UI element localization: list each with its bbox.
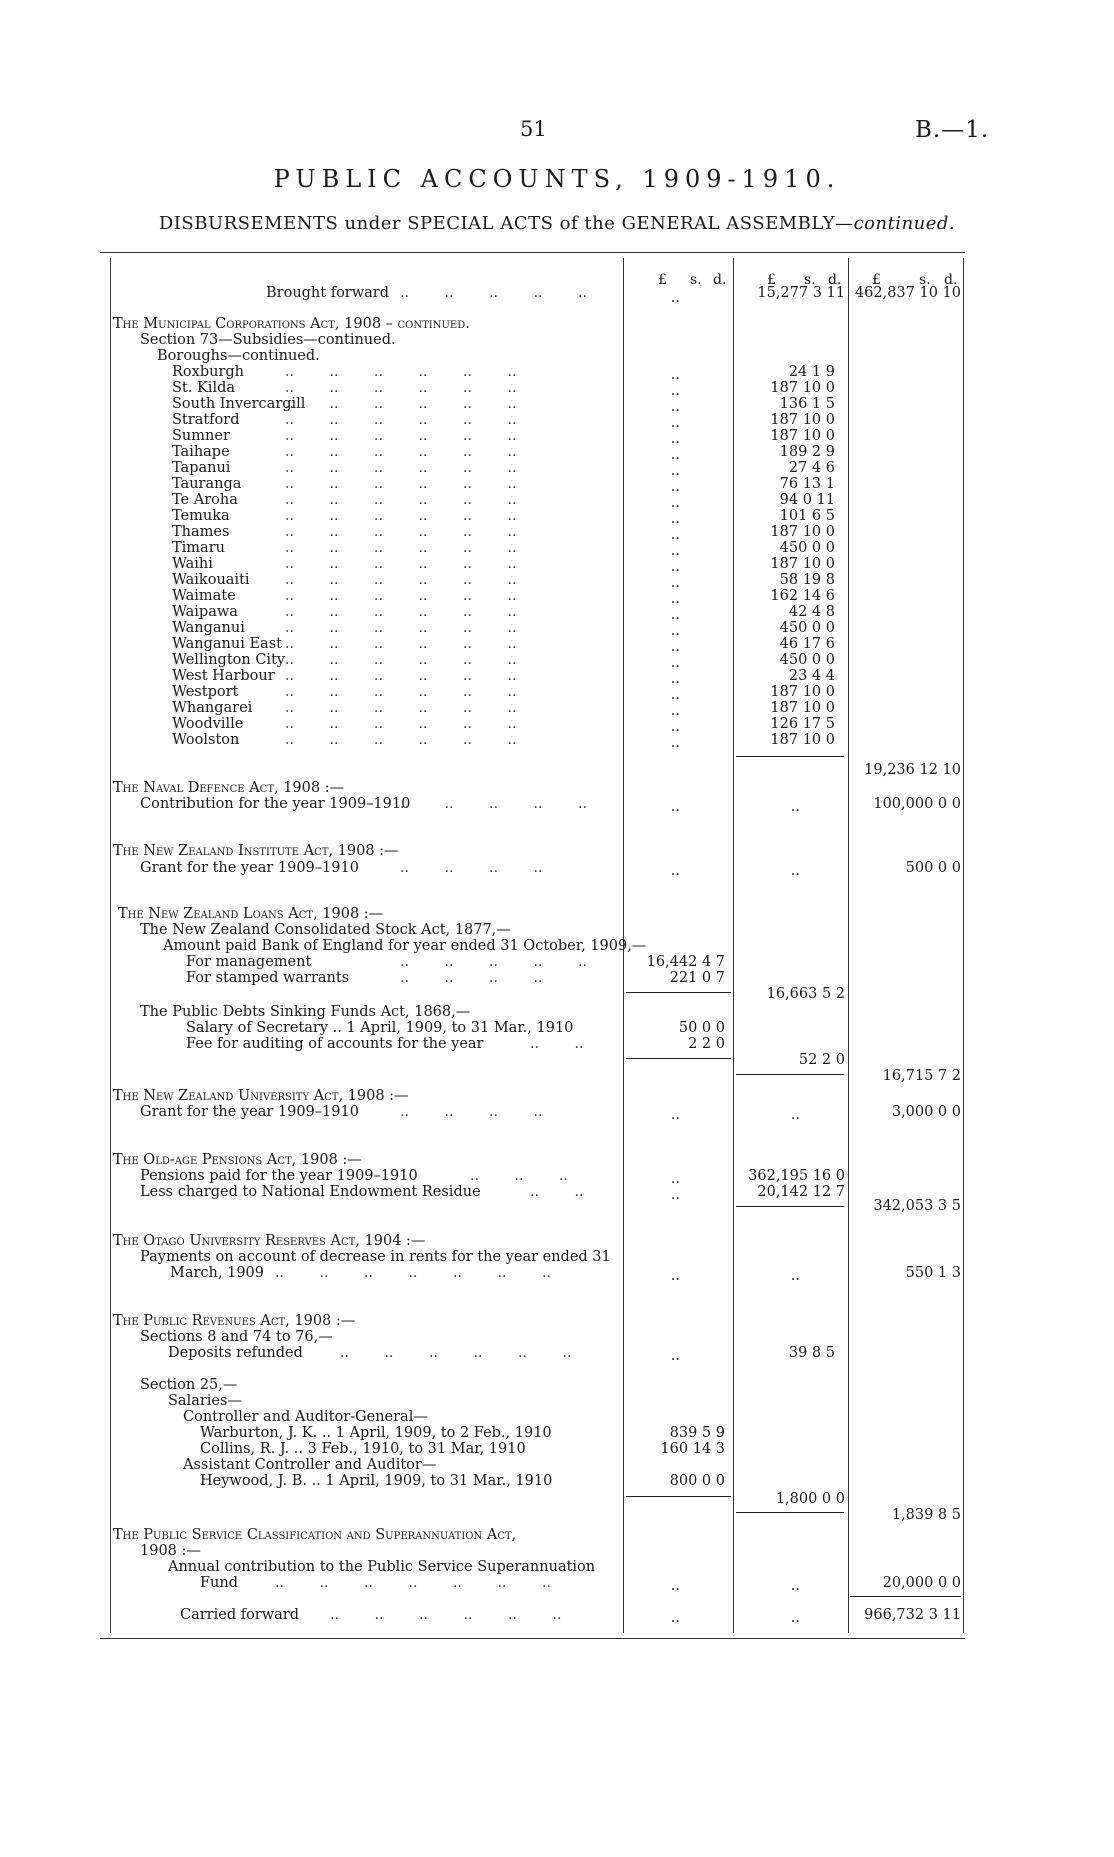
leader-dots: .. .. .. .. .. .. [285,540,517,556]
university-total: 3,000 0 0 [891,1104,961,1120]
borough-name: Woolston [172,732,240,748]
pensions-less: Less charged to National Endowment Residue [140,1184,481,1200]
leader-dots: .. .. .. .. .. .. [285,444,517,460]
c1-dots: .. [670,1171,680,1187]
borough-amount: 187 10 0 [770,684,835,700]
naval-act-heading: The Naval Defence Act, 1908 :— [113,780,345,796]
c1-dots: .. [670,399,680,415]
borough-amount: 450 0 0 [779,540,835,556]
page-subtitle: DISBURSEMENTS under SPECIAL ACTS of the GENERAL ASSEMBLY—continued. [158,213,956,234]
borough-amount: 42 4 8 [788,604,835,620]
loans-total: 16,715 7 2 [882,1068,961,1084]
borough-amount: 58 19 8 [779,572,835,588]
leader-dots: .. .. .. .. .. .. [285,396,517,412]
pensions-act-heading: The Old-age Pensions Act, 1908 :— [113,1152,362,1168]
borough-name: Waikouaiti [172,572,250,588]
revenues-controller: Controller and Auditor-General— [183,1409,428,1425]
borough-amount: 187 10 0 [770,524,835,540]
revenues-warburton-amount: 839 5 9 [669,1425,725,1441]
c1-dots: .. [670,799,680,815]
col2-shilling-header: s. [804,272,816,288]
revenues-heywood-amount: 800 0 0 [669,1473,725,1489]
revenues-assistant: Assistant Controller and Auditor— [183,1457,437,1473]
loans-secretary-amount: 50 0 0 [678,1020,725,1036]
c1-dots: .. [670,463,680,479]
borough-name: Waimate [172,588,236,604]
institute-line: Grant for the year 1909–1910 [140,860,359,876]
c1-dots: .. [670,735,680,751]
c1-dots: .. [670,543,680,559]
municipal-total: 19,236 12 10 [864,762,961,778]
revenues-heywood: Heywood, J. B. .. 1 April, 1909, to 31 Mar., 1910 [200,1473,553,1489]
c2-dots: .. [790,1107,800,1123]
col2-penny-header: d. [828,272,842,288]
c1-dots: .. [670,1268,680,1284]
carried-forward-total: 966,732 3 11 [864,1607,961,1623]
c1-dots: .. [670,623,680,639]
leader-dots: .. .. .. .. .. [400,796,587,812]
c1-dots: .. [670,511,680,527]
leader-dots: .. .. .. .. .. .. [285,716,517,732]
borough-amount: 189 2 9 [779,444,835,460]
borough-amount: 187 10 0 [770,732,835,748]
document-reference: B.—1. [915,117,990,143]
borough-name: Whangarei [172,700,253,716]
c1-dots: .. [670,1107,680,1123]
borough-name: Westport [172,684,239,700]
borough-amount: 24 1 9 [788,364,835,380]
leader-dots: .. .. .. .. .. .. [285,620,517,636]
col1-shilling-header: s. [690,272,702,288]
leader-dots: .. .. .. .. .. .. [285,652,517,668]
service-total: 20,000 0 0 [882,1575,961,1591]
c1-dots: .. [670,447,680,463]
leader-dots: .. .. .. [470,1168,568,1184]
leader-dots: .. .. .. .. .. .. [330,1607,562,1623]
borough-name: Wanganui [172,620,245,636]
naval-line: Contribution for the year 1909–1910 [140,796,411,812]
table-top-rule [100,252,965,253]
c1-dots: .. [670,655,680,671]
c1-dots: .. [670,575,680,591]
university-line: Grant for the year 1909–1910 [140,1104,359,1120]
borough-amount: 187 10 0 [770,380,835,396]
borough-name: Stratford [172,412,240,428]
borough-amount: 27 4 6 [788,460,835,476]
borough-name: Waipawa [172,604,238,620]
c2-dots: .. [790,799,800,815]
leader-dots: .. .. .. .. [400,970,543,986]
pensions-total: 342,053 3 5 [873,1198,961,1214]
leader-dots: .. .. .. .. .. .. [340,1345,572,1361]
leader-dots: .. .. .. .. .. .. [285,428,517,444]
leader-dots: .. .. .. .. .. .. [285,364,517,380]
borough-name: Temuka [172,508,230,524]
leader-dots: .. .. .. .. [400,1104,543,1120]
otago-line2: March, 1909 [170,1265,265,1281]
loans-warrants: For stamped warrants [186,970,350,986]
c2-dots: .. [790,1268,800,1284]
loans-sinking: The Public Debts Sinking Funds Act, 1868,— [140,1004,471,1020]
borough-amount: 187 10 0 [770,556,835,572]
university-act-heading: The New Zealand University Act, 1908 :— [113,1088,409,1104]
leader-dots: .. .. [530,1036,584,1052]
loans-secretary: Salary of Secretary .. 1 April, 1909, to 31 Mar., 1910 [186,1020,574,1036]
leader-dots: .. .. .. .. [400,860,543,876]
borough-amount: 450 0 0 [779,652,835,668]
c1-dots: .. [670,479,680,495]
page-number: 51 [520,117,547,141]
leader-dots: .. .. .. .. .. .. .. [275,1575,551,1591]
borough-name: Waihi [172,556,213,572]
c1-dots: .. [670,703,680,719]
rule [626,992,731,993]
c1-dots: .. [670,863,680,879]
c1-dots: .. [670,671,680,687]
col3-shilling-header: s. [919,272,931,288]
table-left-rule [110,258,111,1633]
revenues-deposits-amount: 39 8 5 [788,1345,835,1361]
borough-amount: 136 1 5 [779,396,835,412]
loans-fee: Fee for auditing of accounts for the year [186,1036,484,1052]
leader-dots: .. .. .. .. .. [400,954,587,970]
c1-dots: .. [670,1348,680,1364]
rule [850,1596,961,1597]
naval-total: 100,000 0 0 [873,796,961,812]
leader-dots: .. .. .. .. .. .. .. [275,1265,551,1281]
borough-name: Woodville [172,716,244,732]
otago-total: 550 1 3 [905,1265,961,1281]
rule [626,1058,731,1059]
service-act-heading: The Public Service Classification and Superannuation Act, [113,1527,517,1543]
c1-dots: .. [670,591,680,607]
loans-fee-amount: 2 2 0 [688,1036,725,1052]
borough-name: West Harbour [172,668,275,684]
c1-dots: .. [670,639,680,655]
borough-name: Tauranga [172,476,242,492]
borough-amount: 162 14 6 [770,588,835,604]
borough-amount: 101 6 5 [779,508,835,524]
loans-management: For management [186,954,312,970]
leader-dots: .. .. .. .. .. .. [285,492,517,508]
c1-dots: .. [670,495,680,511]
c1-dots: .. [670,527,680,543]
rule [736,1512,844,1513]
otago-line1: Payments on account of decrease in rents for the year ended 31 [140,1249,611,1265]
col1-pound-header: £ [658,272,667,288]
revenues-act-heading: The Public Revenues Act, 1908 :— [113,1313,356,1329]
borough-amount: 450 0 0 [779,620,835,636]
table-bottom-rule [100,1638,965,1639]
borough-amount: 76 13 1 [779,476,835,492]
loans-warrants-amount: 221 0 7 [669,970,725,986]
loans-subtotal1: 16,663 5 2 [766,986,845,1002]
c1-dots: .. [670,415,680,431]
rule [626,1496,731,1497]
leader-dots: .. .. .. .. .. .. [285,508,517,524]
borough-name: St. Kilda [172,380,236,396]
revenues-deposits: Deposits refunded [168,1345,303,1361]
leader-dots: .. .. .. .. .. .. [285,732,517,748]
borough-name: South Invercargill [172,396,306,412]
leader-dots: .. .. .. .. .. .. [285,604,517,620]
c1-dots: .. [670,719,680,735]
c2-dots: .. [790,863,800,879]
revenues-subtotal: 1,800 0 0 [775,1491,845,1507]
otago-act-heading: The Otago University Reserves Act, 1904 :— [113,1233,426,1249]
loans-management-amount: 16,442 4 7 [646,954,725,970]
c1-dots: .. [670,559,680,575]
c1-dots: .. [670,1610,680,1626]
borough-name: Wellington City [172,652,286,668]
revenues-salaries: Salaries— [168,1393,242,1409]
rule [736,1074,844,1075]
pensions-less-amount: 20,142 12 7 [757,1184,845,1200]
c1-dots: .. [670,367,680,383]
leader-dots: .. .. .. .. .. .. [285,668,517,684]
c1-dots: .. [670,1187,680,1203]
col2-pound-header: £ [767,272,776,288]
leader-dots: .. .. .. .. .. .. [285,636,517,652]
leader-dots: .. .. .. .. .. .. [285,524,517,540]
municipal-section: Section 73—Subsidies—continued. [140,332,396,348]
c1-dots: .. [670,383,680,399]
service-line2: Fund [200,1575,239,1591]
borough-name: Tapanui [172,460,231,476]
carried-forward-label: Carried forward [180,1607,300,1623]
service-act-year: 1908 :— [140,1543,201,1559]
borough-name: Roxburgh [172,364,244,380]
borough-name: Te Aroha [172,492,238,508]
col2-divider [733,258,734,1633]
col1-penny-header: d. [713,272,727,288]
c2-dots: .. [790,1610,800,1626]
borough-amount: 94 0 11 [779,492,835,508]
borough-name: Thames [172,524,230,540]
revenues-total: 1,839 8 5 [891,1507,961,1523]
revenues-sections: Sections 8 and 74 to 76,— [140,1329,333,1345]
brought-forward-c3: 462,837 10 10 [854,285,961,301]
leader-dots: .. .. .. .. .. .. [285,700,517,716]
leader-dots: .. .. .. .. .. .. [285,572,517,588]
municipal-boroughs: Boroughs—continued. [157,348,320,364]
service-line1: Annual contribution to the Public Service Superannuation [168,1559,596,1575]
revenues-warburton: Warburton, J. K. .. 1 April, 1909, to 2 Feb., 1910 [200,1425,552,1441]
c2-dots: .. [790,1578,800,1594]
table-right-rule [963,258,964,1633]
col3-divider [848,258,849,1633]
col3-pound-header: £ [872,272,881,288]
brought-forward-label: Brought forward [266,285,390,301]
c1-dots: .. [670,607,680,623]
c1-dots: .. [670,431,680,447]
leader-dots: .. .. .. .. .. [400,285,587,301]
leader-dots: .. .. .. .. .. .. [285,460,517,476]
c1-dots: .. [670,290,680,306]
municipal-act-heading: The Municipal Corporations Act, 1908 – continued. [113,316,470,332]
pensions-paid-amount: 362,195 16 0 [748,1168,845,1184]
c1-dots: .. [670,687,680,703]
loans-act-heading: The New Zealand Loans Act, 1908 :— [118,906,384,922]
c1-dots: .. [670,1578,680,1594]
col3-penny-header: d. [944,272,958,288]
leader-dots: .. .. .. .. .. .. [285,556,517,572]
page-title: PUBLIC ACCOUNTS, 1909-1910. [273,165,841,193]
revenues-collins-amount: 160 14 3 [660,1441,725,1457]
borough-amount: 187 10 0 [770,412,835,428]
revenues-section25: Section 25,— [140,1377,238,1393]
leader-dots: .. .. .. .. .. .. [285,588,517,604]
borough-name: Timaru [172,540,225,556]
borough-name: Wanganui East [172,636,282,652]
borough-amount: 46 17 6 [779,636,835,652]
pensions-paid: Pensions paid for the year 1909–1910 [140,1168,418,1184]
borough-amount: 187 10 0 [770,700,835,716]
leader-dots: .. .. .. .. .. .. [285,476,517,492]
revenues-collins: Collins, R. J. .. 3 Feb., 1910, to 31 Mar, 1910 [200,1441,526,1457]
leader-dots: .. .. .. .. .. .. [285,684,517,700]
institute-total: 500 0 0 [905,860,961,876]
rule [736,756,844,757]
leader-dots: .. .. [530,1184,584,1200]
leader-dots: .. .. .. .. .. .. [285,380,517,396]
brought-forward-c2: 15,277 3 11 [757,285,845,301]
loans-amount-paid: Amount paid Bank of England for year ended 31 October, 1909,— [163,938,647,954]
borough-name: Taihape [172,444,230,460]
borough-amount: 126 17 5 [770,716,835,732]
leader-dots: .. .. .. .. .. .. [285,412,517,428]
borough-amount: 23 4 4 [788,668,835,684]
loans-stock: The New Zealand Consolidated Stock Act, 1877,— [140,922,511,938]
loans-subtotal2: 52 2 0 [798,1052,845,1068]
rule [736,1206,844,1207]
institute-act-heading: The New Zealand Institute Act, 1908 :— [113,843,399,859]
borough-amount: 187 10 0 [770,428,835,444]
borough-name: Sumner [172,428,230,444]
